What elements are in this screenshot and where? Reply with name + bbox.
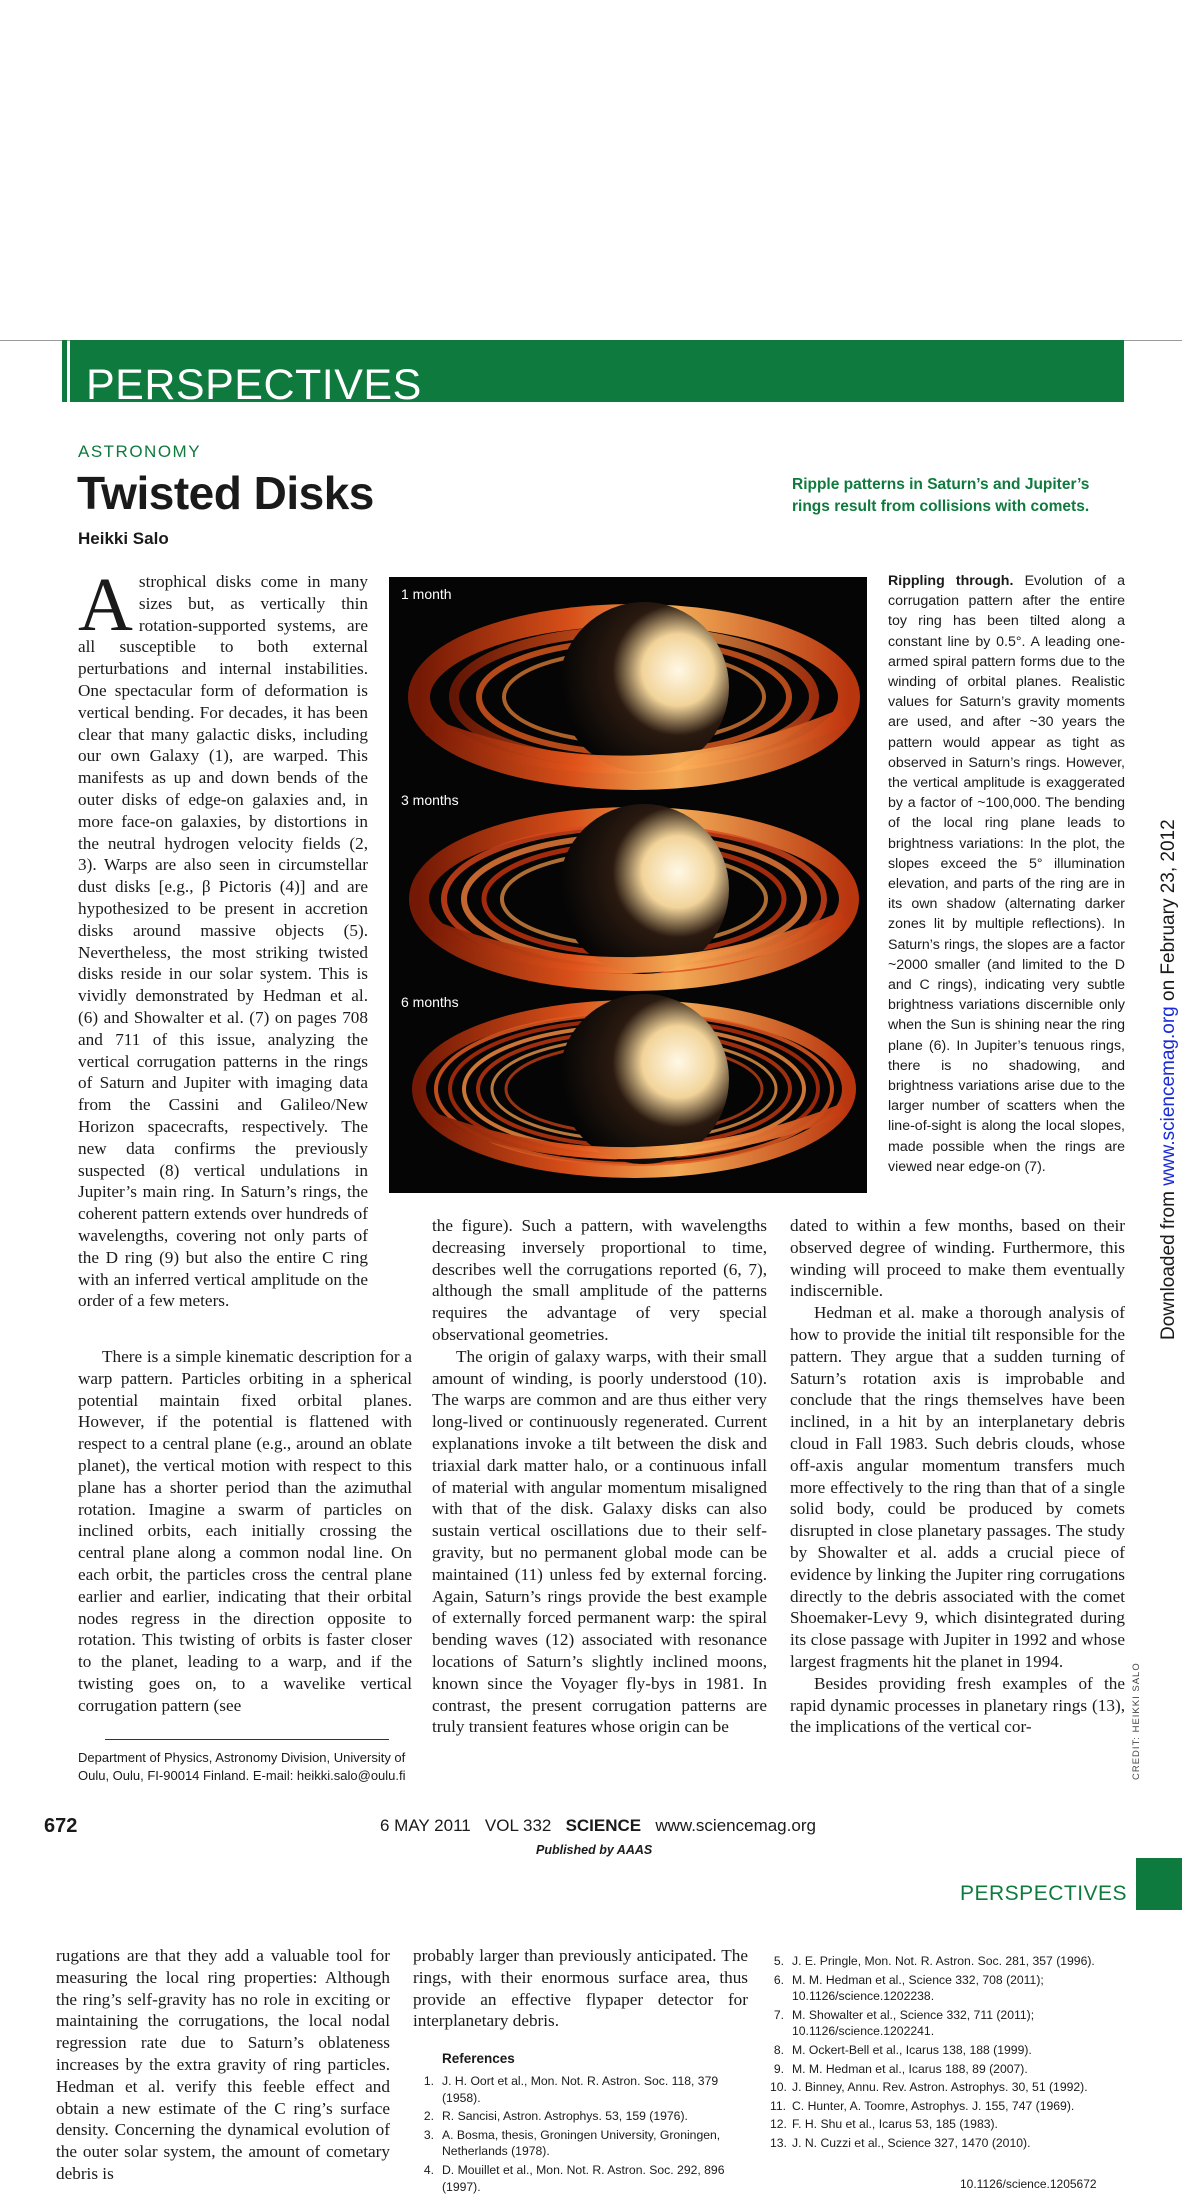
reference-item: 6. M. M. Hedman et al., Science 332, 708 (2011); 10.1126/science.1202238. (773, 1972, 1044, 2004)
caption-body: Evolution of a corrugation pattern after the entire toy ring has been tilted along a constant line by 0.5°. A leading one-armed spiral pattern forms due to the winding of orbital planes. Realistic values for Saturn’s gravity moments are used, and after ~30 years the pattern would appear as tight as observed in Saturn’s rings. However, the vertical amplitude is exaggerated by a factor of ~100,000. The bending of the local ring plane leads to brightness variations: In the plot, the slopes exceed the 5° illumination elevation, and parts of the ring are in its own shadow (alternating darker zones lit by multiple reflections). In Saturn’s rings, the slopes are a factor ~2000 smaller (and limited to the D and C rings), indicating very subtle brightness variations discernible only when the Sun is shining near the ring plane (6). In Jupiter’s tenuous rings, there is no shadowing, and brightness variations arise due to the larger number of scatters when the line-of-sight is along the local slopes, made possible when the rings are viewed near edge-on (7). (888, 573, 1125, 1175)
reference-item: 2. R. Sancisi, Astron. Astrophys. 53, 159 (1976). (423, 2109, 688, 2124)
footnote-rule (105, 1739, 389, 1740)
page-number: 672 (44, 1815, 78, 1837)
panel-3-rings (419, 994, 849, 1171)
download-suffix: on February 23, 2012 (1158, 819, 1179, 1007)
reference-item: 8. M. Ockert-Bell et al., Icarus 138, 188 (1999). (773, 2042, 1032, 2057)
footer-date: 6 MAY 2011 (380, 1816, 471, 1835)
page2-column-1 (56, 1945, 390, 2185)
running-head-perspectives: PERSPECTIVES (960, 1882, 1128, 1905)
panel-2-rings (419, 804, 849, 981)
col3-paragraph-1: dated to within a few months, based on their observed degree of winding. Furthermore, this winding will proceed to make them eventually indiscernible. (790, 1216, 1125, 1301)
download-prefix: Downloaded from (1158, 1185, 1179, 1340)
references-heading: References (442, 2051, 515, 2066)
col2-paragraph-1: the figure). Such a pattern, with wavelengths decreasing inversely proportional to time, describes well the corrugations reported (6, 7), although the small amplitude of the patterns requires the advantage of very special observational geometries. (432, 1216, 767, 1344)
reference-item: 5. J. E. Pringle, Mon. Not. R. Astron. Soc. 281, 357 (1996). (773, 1954, 1095, 1968)
col2-paragraph-2: The origin of galaxy warps, with their small amount of winding, is poorly understood (10). The warps are common and are thus either very long-lived or continuously regenerated. Current explanations invoke a tilt between the disk and triaxial dark matter halo, or a continuous infall of material with angular momentum misaligned with that of the disk. Galaxy disks can also sustain vertical oscillations due to their self-gravity, but no permanent global mode can be maintained (11) unless fed by external forcing. Again, Saturn’s rings provide the best example of externally forced permanent warp: the spiral bending waves (12) associated with resonance locations of Saturn’s slightly inclined moons, known since the Voyager fly-bys in 1981. In contrast, the present corrugation patterns are truly transient features whose origin can be (432, 1346, 767, 1737)
col3-paragraph-2: Hedman et al. make a thorough analysis of how to provide the initial tilt responsible for the pattern. They argue that a sudden turning of Saturn’s rotation axis is improbable and conclude that the rings themselves have been inclined, in a hit by an interplanetary debris cloud in Fall 1983. Such debris clouds, whose off-axis angular momentum transfers much more effectively to the ring than that of a single solid body, could be produced by comets disrupted in close planetary passages. The study by Showalter et al. adds a crucial piece of evidence by linking the Jupiter ring corrugations directly to the debris associated with the comet Shoemaker-Levy 9, which disintegrated during its close passage with Jupiter in 1992 and whose largest fragments hit the planet in 1994. (790, 1303, 1125, 1671)
panel-3-label: 6 months (401, 994, 459, 1010)
references-list-a (420, 2073, 748, 2197)
reference-item: 12. F. H. Shu et al., Icarus 53, 185 (1983). (770, 2117, 998, 2132)
reference-item: 4. D. Mouillet et al., Mon. Not. R. Astron. Soc. 292, 896 (1997). (423, 2162, 725, 2194)
column-3 (790, 1215, 1125, 1738)
footer-running-line (380, 1816, 816, 1836)
image-credit: CREDIT: HEIKKI SALO (1131, 1662, 1142, 1780)
published-by: Published by AAAS (536, 1843, 653, 1857)
section-label: ASTRONOMY (78, 442, 202, 461)
reference-item: 3. A. Bosma, thesis, Groningen University, Groningen, Netherlands (1978). (423, 2127, 721, 2159)
article-deck: Ripple patterns in Saturn’s and Jupiter’s rings result from collisions with comets. (792, 476, 1090, 515)
article-author: Heikki Salo (78, 529, 169, 548)
figure-caption (888, 571, 1125, 1177)
page2-col1-text: rugations are that they add a valuable tool for measuring the local ring properties: Although the ring’s self-gravity has no role in exciting or maintaining the corrugations, the local nodal regression rate due to Saturn’s oblateness increases by the extra gravity of ring particles. Hedman et al. verify this feeble effect and obtain a new estimate of the C ring’s surface density. Concerning the dynamical evolution of the outer solar system, the amount of cometary debris is (56, 1946, 390, 2183)
download-notice (1158, 819, 1180, 1340)
panel-2-label: 3 months (401, 792, 459, 808)
column-1-lower (78, 1346, 412, 1717)
author-affiliation: Department of Physics, Astronomy Division, University of Oulu, Oulu, FI-90014 Finland. E-mail: heikki.salo@oulu.fi (78, 1750, 406, 1783)
col3-paragraph-3: Besides providing fresh examples of the rapid dynamic processes in planetary rings (13), the implications of the vertical cor- (790, 1673, 1125, 1737)
sciencemag-link[interactable]: www.sciencemag.org (1158, 1006, 1179, 1186)
panel-1-label: 1 month (401, 586, 452, 602)
caption-title: Rippling through. (888, 573, 1014, 589)
article-title: Twisted Disks (77, 467, 374, 519)
column-2 (432, 1215, 767, 1738)
ring-simulation-image (389, 577, 867, 1193)
footer-journal: SCIENCE (565, 1816, 642, 1835)
footer-url: www.sciencemag.org (655, 1816, 816, 1835)
reference-item: 1. J. H. Oort et al., Mon. Not. R. Astron. Soc. 118, 379 (1958). (423, 2074, 719, 2105)
running-head-tab (1136, 1858, 1182, 1910)
banner-label: PERSPECTIVES (86, 361, 422, 402)
reference-item: 10. J. Binney, Annu. Rev. Astron. Astrophys. 30, 51 (1992). (770, 2080, 1088, 2095)
reference-item: 11. C. Hunter, A. Toomre, Astrophys. J. 155, 747 (1969). (770, 2098, 1075, 2113)
page2-col2-text: probably larger than previously anticipated. The rings, with their enormous surface area, thus provide an effective flypaper detector for interplanetary debris. (413, 1946, 748, 2031)
article-doi: 10.1126/science.1205672 (960, 2177, 1097, 2191)
banner-accent (62, 340, 67, 402)
references-list-b (770, 1953, 1130, 2154)
panel-1-rings (419, 602, 849, 779)
ring-simulation-figure (389, 577, 867, 1193)
perspectives-banner (70, 340, 1124, 402)
reference-item: 13. J. N. Cuzzi et al., Science 327, 1470 (2010). (770, 2135, 1031, 2150)
page2-column-2 (413, 1945, 748, 2032)
col1-paragraph-1: strophical disks come in many sizes but, as vertically thin rotation-supported systems, are all susceptible to both external perturbations and internal instabilities. One spectacular form of deformation is vertical bending. For decades, it has been clear that many galactic disks, including our own Galaxy (1), are warped. This manifests as up and down bends of the outer disks of edge-on galaxies and, in more face-on galaxies, by distortions in the neutral hydrogen velocity fields (2, 3). Warps are also seen in circumstellar dust disks [e.g., β Pictoris (4)] and are hypothesized to be present in accretion disks around massive objects (5). Nevertheless, the most striking twisted disks reside in our solar system. This is vividly demonstrated by Hedman et al. (6) and Showalter et al. (7) on pages 708 and 711 of this issue, analyzing the vertical corrugation patterns in the rings of Saturn and Jupiter with imaging data from the Cassini and Galileo/New Horizon spacecrafts, respectively. The new data confirms the previously suspected (8) vertical undulations in Jupiter’s main ring. In Saturn’s rings, the coherent pattern extends over hundreds of wavelengths, covering not only parts of the D ring (9) but also the entire C ring with an inferred vertical amplitude on the order of a few meters. (78, 572, 368, 1311)
column-1-upper (78, 563, 368, 1312)
drop-cap: A (78, 563, 133, 647)
footer-volume: VOL 332 (484, 1816, 552, 1835)
reference-item: 7. M. Showalter et al., Science 332, 711 (2011); 10.1126/science.1202241. (773, 2007, 1035, 2039)
col1-paragraph-2: There is a simple kinematic description for a warp pattern. Particles orbiting in a spherical potential maintain fixed orbital planes. However, if the potential is flattened with respect to a central plane (e.g., around an oblate planet), the vertical motion with respect to this plane has a shorter period than the azimuthal rotation. Imagine a swarm of particles on inclined orbits, each initially crossing the central plane along a common nodal line. On each orbit, the particles cross the central plane earlier and earlier, indicating that their orbital nodes regress in the direction opposite to rotation. This twisting of orbits is faster closer to the planet, leading to a warp, and if the twisting goes on, to a wavelike vertical corrugation pattern (see (78, 1347, 412, 1715)
reference-item: 9. M. M. Hedman et al., Icarus 188, 89 (2007). (773, 2061, 1028, 2076)
